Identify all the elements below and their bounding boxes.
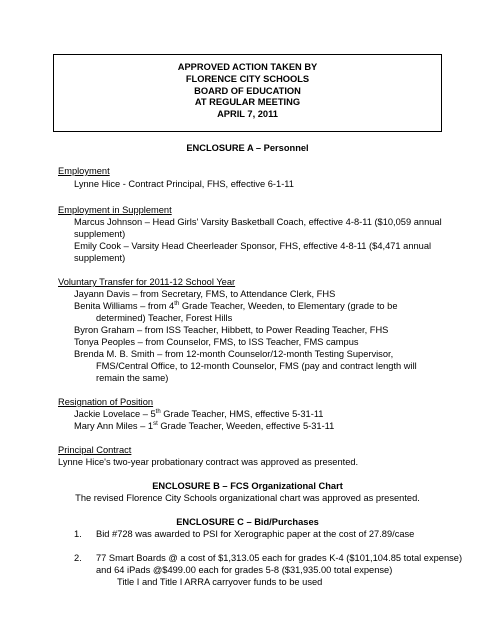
- employment-item: Lynne Hice - Contract Principal, FHS, effective 6-1-11: [74, 179, 294, 189]
- bid-item-2-text: 77 Smart Boards @ a cost of $1,313.05 each for grades K-4 ($101,104.85 total expense): [96, 553, 463, 563]
- supplement-item-1-cont: supplement): [74, 229, 126, 239]
- title-line-2: FLORENCE CITY SCHOOLS: [185, 73, 310, 84]
- enclosure-b-heading: ENCLOSURE B – FCS Organizational Chart: [152, 481, 343, 491]
- title-line-5: APRIL 7, 2011: [217, 109, 278, 120]
- bid-item-1-text: Bid #728 was awarded to PSI for Xerographic paper at the cost of 27.89/case: [96, 529, 415, 539]
- enclosure-a-heading: ENCLOSURE A – Personnel: [186, 143, 309, 153]
- employment-heading: Employment: [58, 166, 110, 176]
- bid-item-1-number: 1.: [74, 529, 82, 539]
- enclosure-c-heading: ENCLOSURE C – Bid/Purchases: [176, 517, 319, 527]
- resignation-heading: Resignation of Position: [58, 397, 154, 407]
- supplement-item-2: Emily Cook – Varsity Head Cheerleader Sponsor, FHS, effective 4-8-11 ($4,471 annual: [74, 241, 432, 251]
- bid-item-2-cont-1: and 64 iPads @$499.00 each for grades 5-8 ($31,935.00 total expense): [96, 565, 393, 575]
- supplement-heading: Employment in Supplement: [58, 205, 172, 215]
- supplement-item-2-cont: supplement): [74, 253, 126, 263]
- title-box: [53, 54, 442, 132]
- contract-text: Lynne Hice's two-year probationary contract was approved as presented.: [58, 457, 359, 467]
- enclosure-b-text: The revised Florence City Schools organizational chart was approved as presented.: [75, 493, 420, 503]
- transfer-byron: Byron Graham – from ISS Teacher, Hibbett, to Power Reading Teacher, FHS: [74, 325, 389, 335]
- transfer-jayann: Jayann Davis – from Secretary, FMS, to Attendance Clerk, FHS: [74, 289, 336, 299]
- resignation-jackie: Jackie Lovelace – 5th Grade Teacher, HMS, effective 5-31-11: [74, 408, 324, 419]
- title-line-3: BOARD OF EDUCATION: [194, 85, 301, 96]
- title-line-4: AT REGULAR MEETING: [194, 97, 301, 108]
- transfer-brenda-cont-1: FMS/Central Office, to 12-month Counselor, FMS (pay and contract length will: [96, 361, 417, 371]
- transfer-brenda: Brenda M. B. Smith – from 12-month Counselor/12-month Testing Supervisor,: [74, 349, 394, 359]
- resignation-mary: Mary Ann Miles – 1st Grade Teacher, Weeden, effective 5-31-11: [74, 420, 335, 431]
- transfer-benita-cont: determined) Teacher, Forest Hills: [96, 313, 233, 323]
- transfer-brenda-cont-2: remain the same): [96, 373, 169, 383]
- bid-item-2-number: 2.: [74, 553, 82, 563]
- transfer-heading: Voluntary Transfer for 2011-12 School Year: [58, 277, 236, 287]
- bid-item-2-cont-2: Title I and Title I ARRA carryover funds to be used: [117, 577, 323, 587]
- transfer-benita: Benita Williams – from 4th Grade Teacher, Weeden, to Elementary (grade to be: [74, 300, 398, 311]
- transfer-tonya: Tonya Peoples – from Counselor, FMS, to ISS Teacher, FMS campus: [74, 337, 359, 347]
- supplement-item-1: Marcus Johnson – Head Girls' Varsity Basketball Coach, effective 4-8-11 ($10,059 annual: [74, 217, 442, 227]
- contract-heading: Principal Contract: [58, 445, 132, 455]
- title-line-1: APPROVED ACTION TAKEN BY: [177, 62, 318, 72]
